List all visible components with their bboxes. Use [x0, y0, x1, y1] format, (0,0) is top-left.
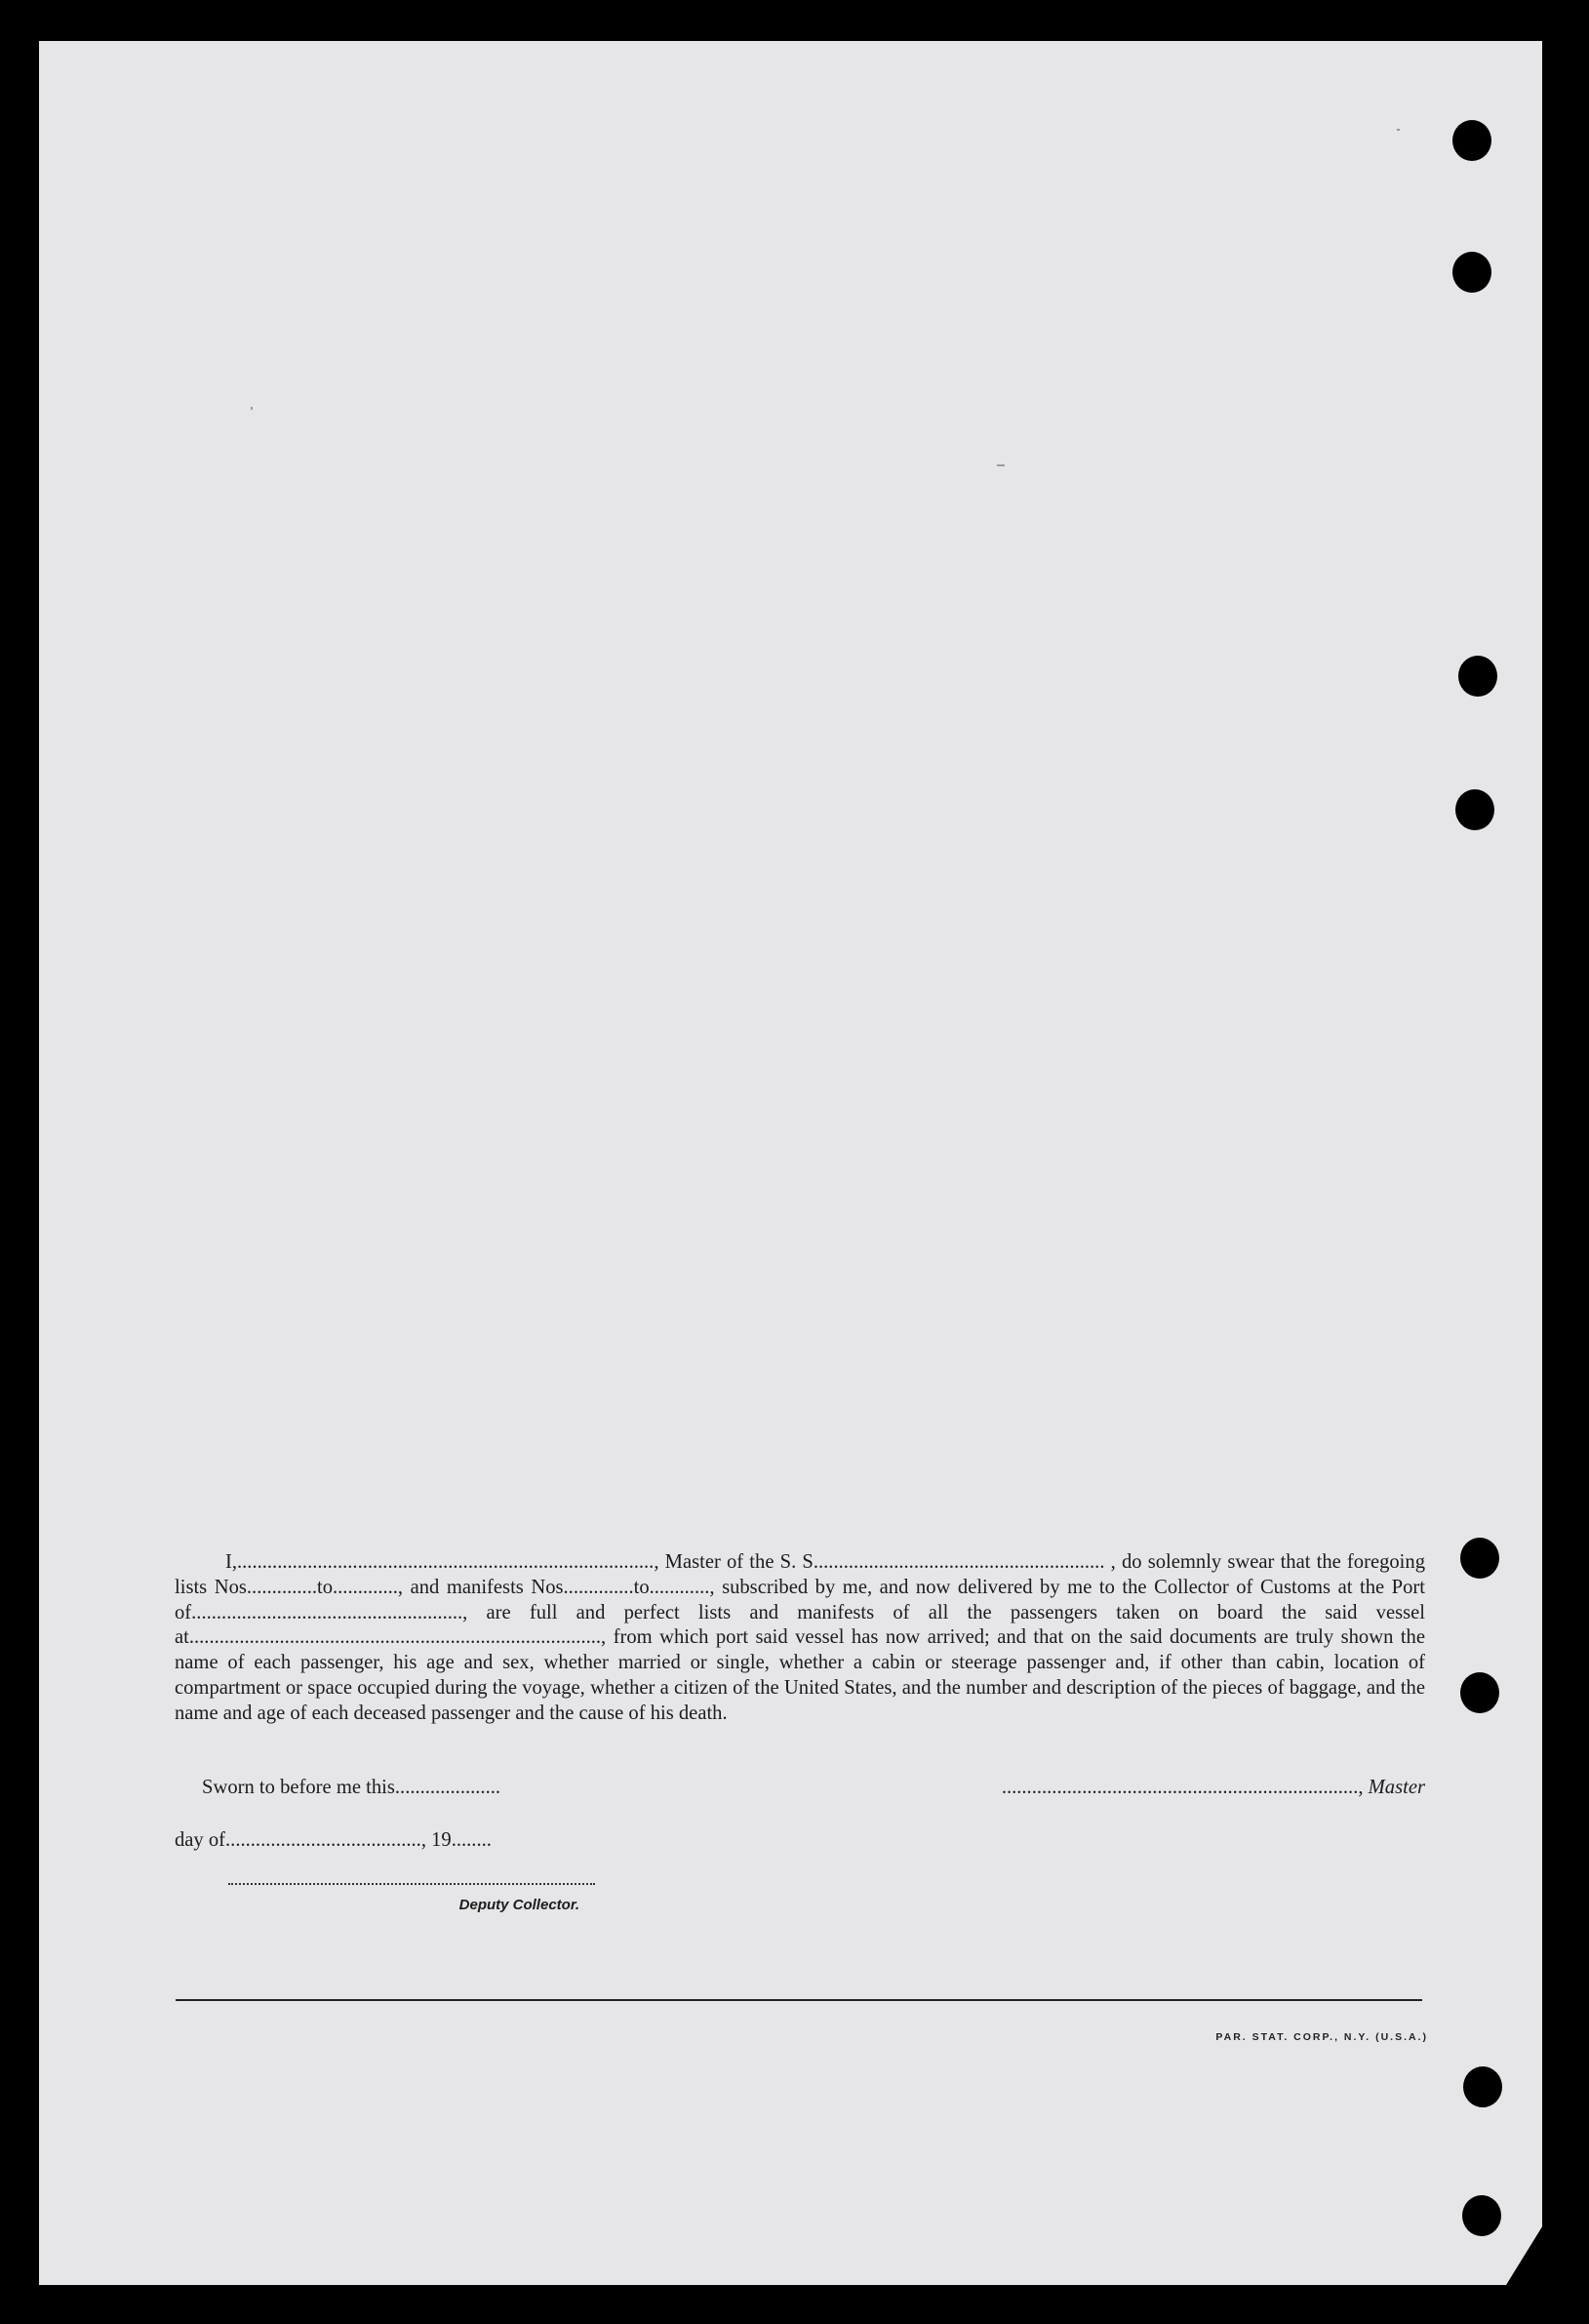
punch-hole — [1460, 1672, 1499, 1713]
punch-hole — [1452, 252, 1491, 293]
master-signature-dots: ......................................................................., — [1001, 1777, 1364, 1798]
oath-paragraph: I,..................................................................................., Master of the S. S.......................................................... , do solemnly swear that the foregoing lists Nos..............to............., and manifests Nos..............to............, subscribed by me, and now delivered by me to the Collector of Customs at the Port of......................................................, are full and perfect lists and manifests of all the passengers taken on board the said vessel at.................................................................................., from which port said vessel has now arrived; and that on the said documents are truly shown the name of each passenger, his age and sex, whether married or single, whether a cabin or steerage passenger and, if other than cabin, location of compartment or space occupied during the voyage, whether a citizen of the United States, and the number and description of the pieces of baggage, and the name and age of each deceased passenger and the cause of his death. — [175, 1551, 1425, 1724]
paper-speck — [251, 407, 253, 410]
sworn-to-line: Sworn to before me this..................... — [202, 1777, 501, 1798]
day-of-line: day of......................................., 19........ — [175, 1829, 492, 1851]
deputy-collector-label: Deputy Collector. — [458, 1897, 579, 1913]
punch-hole — [1455, 789, 1494, 830]
punch-hole — [1460, 1538, 1499, 1579]
punch-hole — [1458, 656, 1497, 697]
paper-sheet — [39, 41, 1542, 2285]
punch-hole — [1452, 120, 1491, 161]
deputy-signature-line — [228, 1883, 595, 1885]
printer-imprint: PAR. STAT. CORP., N.Y. (U.S.A.) — [1215, 2031, 1428, 2043]
punch-hole — [1463, 2066, 1502, 2107]
master-signature-line — [1002, 1777, 1425, 1799]
footer-rule — [176, 1999, 1422, 2001]
master-label: Master — [1368, 1777, 1425, 1798]
paper-speck — [997, 464, 1005, 466]
paper-speck — [1397, 129, 1400, 131]
punch-hole — [1462, 2195, 1501, 2236]
